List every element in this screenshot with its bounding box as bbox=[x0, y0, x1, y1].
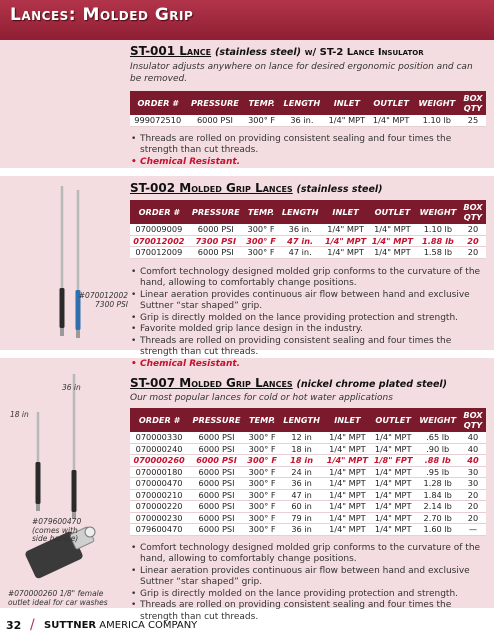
table-body bbox=[130, 432, 486, 535]
table-cell: 300° F bbox=[245, 466, 280, 478]
table-cell: 6000 PSI bbox=[188, 489, 245, 501]
table-cell: 1/4" MPT bbox=[322, 247, 369, 259]
table-cell: 1/4" MPT bbox=[322, 235, 369, 247]
table-cell: 1/4" MPT bbox=[371, 489, 415, 501]
bullet-item: • Linear aeration provides continuous air flow between hand and exclusive Suttner “star shaped” grip. bbox=[130, 566, 486, 589]
table-cell: 1.84 lb bbox=[415, 489, 460, 501]
table-row bbox=[130, 466, 486, 478]
bullet-item: • Grip is directly molded on the lance providing protection and strength. bbox=[130, 313, 486, 325]
col-box-qty: BOX QTY bbox=[460, 91, 486, 115]
table-cell: 300° F bbox=[245, 501, 280, 513]
table-cell: 6000 PSI bbox=[188, 247, 244, 259]
table-cell: 1.10 lb bbox=[414, 115, 460, 126]
table-cell: 79 in bbox=[279, 512, 323, 524]
section-description: Our most popular lances for cold or hot water applications bbox=[130, 393, 393, 403]
table-cell: 300° F bbox=[245, 512, 280, 524]
table-cell: — bbox=[460, 524, 486, 536]
table-cell: 1/4" MPT bbox=[369, 224, 416, 235]
table-cell: 1/4" MPT bbox=[324, 524, 371, 536]
col-order: ORDER # bbox=[130, 200, 188, 224]
section-st002 bbox=[130, 181, 486, 370]
col-outlet: OUTLET bbox=[371, 408, 415, 432]
table-cell: 18 in bbox=[279, 443, 323, 455]
bullet-list bbox=[130, 543, 486, 624]
col-pressure: PRESSURE bbox=[188, 200, 244, 224]
section-title bbox=[130, 181, 486, 195]
table-cell: 1/4" MPT bbox=[371, 524, 415, 536]
table-cell: 36 in bbox=[279, 478, 323, 490]
table-cell: 47 in. bbox=[278, 235, 322, 247]
table-cell: 6000 PSI bbox=[188, 432, 245, 443]
table-cell: 1/4" MPT bbox=[371, 466, 415, 478]
table-cell: 20 bbox=[460, 512, 486, 524]
col-weight: WEIGHT bbox=[416, 200, 460, 224]
product-code: ST-002 Molded Grip Lances bbox=[130, 181, 293, 195]
table-cell: 070012002 bbox=[130, 235, 188, 247]
brand-bold: SUTTNER bbox=[44, 620, 97, 631]
bullet-item: • Comfort technology designed molded grip conforms to the curvature of the hand, allowing to comfortably change positions. bbox=[130, 267, 486, 290]
table-cell: 1.58 lb bbox=[416, 247, 460, 259]
table-cell: 300° F bbox=[245, 432, 280, 443]
table-cell: 1/4" MPT bbox=[324, 443, 371, 455]
product-suffix: w/ ST-2 Lance Insulator bbox=[304, 47, 424, 58]
table-row bbox=[130, 524, 486, 536]
table-cell: .88 lb bbox=[415, 455, 460, 467]
col-box-qty: BOX QTY bbox=[460, 408, 486, 432]
table-cell: 1/4" MPT bbox=[371, 443, 415, 455]
table-cell: 18 in bbox=[279, 455, 323, 467]
bullet-item: • Chemical Resistant. bbox=[130, 157, 486, 169]
table-cell: 1.28 lb bbox=[415, 478, 460, 490]
table-body bbox=[130, 224, 486, 258]
col-pressure: PRESSURE bbox=[185, 91, 244, 115]
table-cell: 999072510 bbox=[130, 115, 185, 126]
table-cell: 1/4" MPT bbox=[369, 115, 414, 126]
table-body bbox=[130, 115, 486, 126]
bullet-item: • Favorite molded grip lance design in the industry. bbox=[130, 324, 486, 336]
table-cell: 300° F bbox=[245, 489, 280, 501]
table-cell: 300° F bbox=[244, 224, 278, 235]
col-pressure: PRESSURE bbox=[188, 408, 245, 432]
table-cell: 6000 PSI bbox=[188, 224, 244, 235]
footer-divider: / bbox=[30, 617, 35, 633]
table-cell: 070000210 bbox=[130, 489, 188, 501]
st007-lance-image bbox=[10, 362, 128, 607]
table-cell: 1/4" MPT bbox=[371, 512, 415, 524]
table-cell: 1/4" MPT bbox=[371, 478, 415, 490]
col-length: LENGTH bbox=[279, 408, 323, 432]
spec-table bbox=[130, 408, 486, 536]
table-cell: 070012009 bbox=[130, 247, 188, 259]
table-cell: 6000 PSI bbox=[188, 524, 245, 536]
table-cell: 1/4" MPT bbox=[324, 455, 371, 467]
table-cell: 1/4" MPT bbox=[325, 115, 369, 126]
brand-rest: AMERICA COMPANY bbox=[96, 620, 198, 631]
table-cell: .90 lb bbox=[415, 443, 460, 455]
table-cell: 1/4" MPT bbox=[371, 432, 415, 443]
table-cell: 1.60 lb bbox=[415, 524, 460, 536]
col-inlet: INLET bbox=[322, 200, 369, 224]
col-inlet: INLET bbox=[324, 408, 371, 432]
table-header-row bbox=[130, 408, 486, 432]
table-cell: 070009009 bbox=[130, 224, 188, 235]
lance-36in-icon bbox=[72, 374, 77, 519]
table-cell: 300° F bbox=[244, 247, 278, 259]
bullet-list bbox=[130, 267, 486, 371]
col-box-qty: BOX QTY bbox=[460, 200, 486, 224]
bullet-list bbox=[130, 134, 486, 169]
bullet-item: • Threads are rolled on providing consistent sealing and four times the strength than cut threads. bbox=[130, 600, 486, 623]
table-cell: 1/4" MPT bbox=[371, 501, 415, 513]
col-weight: WEIGHT bbox=[415, 408, 460, 432]
table-cell: 1/4" MPT bbox=[322, 224, 369, 235]
table-cell: .65 lb bbox=[415, 432, 460, 443]
table-cell: 070000180 bbox=[130, 466, 188, 478]
table-cell: 36 in. bbox=[278, 224, 322, 235]
image-caption: #070012002 7300 PSI bbox=[78, 291, 128, 309]
bullet-item: • Linear aeration provides continuous air flow between hand and exclusive Suttner “star shaped” grip. bbox=[130, 290, 486, 313]
table-cell: 1.10 lb bbox=[416, 224, 460, 235]
table-row bbox=[130, 478, 486, 490]
section-description: Insulator adjusts anywhere on lance for desired ergonomic position and can be removed. bbox=[130, 62, 473, 84]
table-cell: 2.14 lb bbox=[415, 501, 460, 513]
table-cell: 47 in bbox=[279, 489, 323, 501]
table-cell: 25 bbox=[460, 115, 486, 126]
col-outlet: OUTLET bbox=[369, 91, 414, 115]
table-cell: 300° F bbox=[245, 443, 280, 455]
col-order: ORDER # bbox=[130, 91, 185, 115]
table-cell: 6000 PSI bbox=[185, 115, 244, 126]
table-cell: 6000 PSI bbox=[188, 478, 245, 490]
table-cell: 6000 PSI bbox=[188, 455, 245, 467]
table-cell: 30 bbox=[460, 466, 486, 478]
table-cell: 6000 PSI bbox=[188, 466, 245, 478]
table-cell: 6000 PSI bbox=[188, 512, 245, 524]
col-outlet: OUTLET bbox=[369, 200, 416, 224]
table-row bbox=[130, 432, 486, 443]
table-cell: 47 in. bbox=[278, 247, 322, 259]
table-cell: 60 in bbox=[279, 501, 323, 513]
table-cell: 20 bbox=[460, 235, 486, 247]
table-cell: 20 bbox=[460, 501, 486, 513]
length-label-36: 36 in bbox=[62, 383, 81, 392]
table-cell: 300° F bbox=[244, 115, 278, 126]
table-cell: .95 lb bbox=[415, 466, 460, 478]
page-number: 32 bbox=[6, 619, 22, 632]
table-cell: 1/4" MPT bbox=[369, 247, 416, 259]
col-inlet: INLET bbox=[325, 91, 369, 115]
page-title: Lances: Molded Grip bbox=[10, 5, 194, 25]
table-cell: 12 in bbox=[279, 432, 323, 443]
col-temp: TEMP. bbox=[244, 91, 278, 115]
table-cell: 079600470 bbox=[130, 524, 188, 536]
table-cell: 300° F bbox=[245, 455, 280, 467]
table-cell: 40 bbox=[460, 455, 486, 467]
table-cell: 1/8" FPT bbox=[371, 455, 415, 467]
table-cell: 20 bbox=[460, 224, 486, 235]
table-cell: 1/4" MPT bbox=[324, 466, 371, 478]
table-cell: 20 bbox=[460, 489, 486, 501]
image-caption-blue: #079600470 (comes with side handle) bbox=[32, 517, 82, 543]
table-cell: 7300 PSI bbox=[188, 235, 244, 247]
product-material: (stainless steel) bbox=[214, 47, 301, 58]
col-temp: TEMP. bbox=[245, 408, 280, 432]
lance-18in-icon bbox=[36, 412, 41, 511]
table-row bbox=[130, 247, 486, 259]
product-code: ST-001 Lance bbox=[130, 44, 212, 58]
table-cell: 36 in bbox=[279, 524, 323, 536]
table-cell: 1.88 lb bbox=[416, 235, 460, 247]
table-row bbox=[130, 235, 486, 247]
table-row bbox=[130, 224, 486, 235]
table-cell: 070000470 bbox=[130, 478, 188, 490]
table-cell: 40 bbox=[460, 443, 486, 455]
table-cell: 1/4" MPT bbox=[324, 512, 371, 524]
product-material: (nickel chrome plated steel) bbox=[296, 379, 448, 390]
table-cell: 300° F bbox=[244, 235, 278, 247]
table-cell: 36 in. bbox=[279, 115, 325, 126]
section-st001 bbox=[130, 44, 486, 168]
lance-blue-icon bbox=[76, 190, 81, 338]
product-code: ST-007 Molded Grip Lances bbox=[130, 376, 293, 390]
spec-table bbox=[130, 200, 486, 259]
col-temp: TEMP. bbox=[244, 200, 278, 224]
table-cell: 070000330 bbox=[130, 432, 188, 443]
col-order: ORDER # bbox=[130, 408, 188, 432]
table-row bbox=[130, 115, 486, 126]
bullet-item: • Comfort technology designed molded grip conforms to the curvature of the hand, allowing to comfortably change positions. bbox=[130, 543, 486, 566]
spec-table bbox=[130, 91, 486, 127]
table-cell: 6000 PSI bbox=[188, 443, 245, 455]
col-weight: WEIGHT bbox=[414, 91, 460, 115]
table-cell: 070000260 bbox=[130, 455, 188, 467]
col-length: LENGTH bbox=[279, 91, 325, 115]
page-banner bbox=[0, 0, 494, 40]
table-cell: 1/4" MPT bbox=[324, 501, 371, 513]
table-row bbox=[130, 455, 486, 467]
table-cell: 2.70 lb bbox=[415, 512, 460, 524]
table-cell: 40 bbox=[460, 432, 486, 443]
bullet-item: • Chemical Resistant. bbox=[130, 359, 486, 371]
product-material: (stainless steel) bbox=[296, 184, 383, 195]
table-row bbox=[130, 489, 486, 501]
col-length: LENGTH bbox=[278, 200, 322, 224]
length-label-18: 18 in bbox=[10, 410, 29, 419]
st002-lance-image bbox=[20, 178, 130, 348]
table-cell: 070000240 bbox=[130, 443, 188, 455]
table-row bbox=[130, 443, 486, 455]
lance-black-icon bbox=[60, 186, 65, 336]
table-cell: 1/4" MPT bbox=[324, 489, 371, 501]
bullet-item: • Grip is directly molded on the lance providing protection and strength. bbox=[130, 589, 486, 601]
table-row bbox=[130, 512, 486, 524]
section-title bbox=[130, 44, 486, 58]
table-cell: 300° F bbox=[245, 524, 280, 536]
table-cell: 1/4" MPT bbox=[369, 235, 416, 247]
table-cell: 24 in bbox=[279, 466, 323, 478]
table-cell: 20 bbox=[460, 247, 486, 259]
table-row bbox=[130, 501, 486, 513]
section-title bbox=[130, 376, 486, 390]
table-cell: 6000 PSI bbox=[188, 501, 245, 513]
table-cell: 300° F bbox=[245, 478, 280, 490]
brand-name bbox=[44, 620, 197, 631]
table-header-row bbox=[130, 200, 486, 224]
table-cell: 30 bbox=[460, 478, 486, 490]
image-caption-fitting: #070000260 1/8" female outlet ideal for car washes bbox=[8, 589, 108, 607]
table-cell: 070000220 bbox=[130, 501, 188, 513]
bullet-item: • Threads are rolled on providing consistent sealing and four times the strength than cut threads. bbox=[130, 336, 486, 359]
bullet-item: • Threads are rolled on providing consistent sealing and four times the strength than cut threads. bbox=[130, 134, 486, 157]
table-cell: 1/4" MPT bbox=[324, 478, 371, 490]
table-header-row bbox=[130, 91, 486, 115]
table-cell: 1/4" MPT bbox=[324, 432, 371, 443]
section-st007 bbox=[130, 376, 486, 623]
page-footer bbox=[0, 612, 494, 640]
table-cell: 070000230 bbox=[130, 512, 188, 524]
